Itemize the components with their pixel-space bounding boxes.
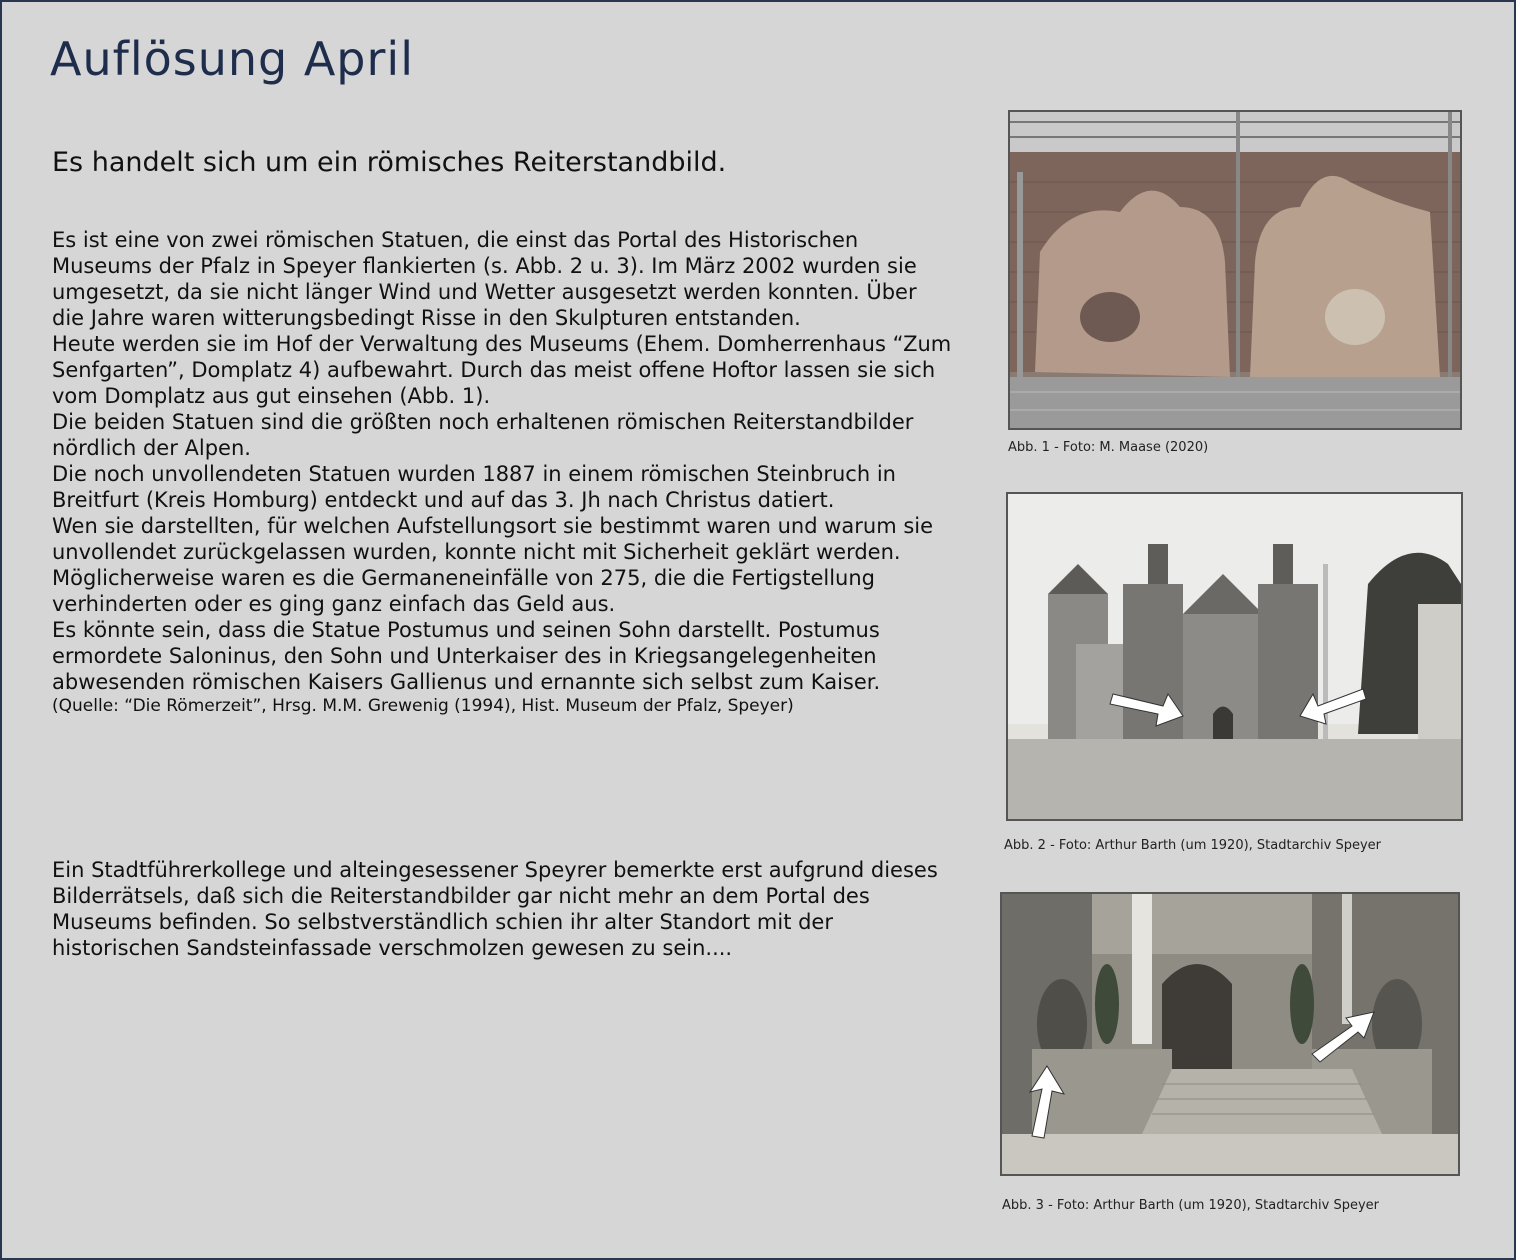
photo-abb3 bbox=[1000, 892, 1460, 1176]
photo-abb2 bbox=[1006, 492, 1463, 821]
paragraph: Es könnte sein, dass die Statue Postumus und seinen Sohn darstellt. Postumus ermordete Saloninus, den Sohn und Unterkaiser des in Kriegsangelegenheiten abwesenden römischen Kaisers Gallienus und ernannte sich selbst zum Kaiser. bbox=[52, 618, 881, 694]
paragraph: Die noch unvollendeten Statuen wurden 1887 in einem römischen Steinbruch in Breitfurt (Kreis Homburg) entdeckt und auf das 3. Jh nach Christus datiert. bbox=[52, 462, 896, 512]
caption-abb2: Abb. 2 - Foto: Arthur Barth (um 1920), Stadtarchiv Speyer bbox=[1004, 838, 1381, 853]
caption-abb3: Abb. 3 - Foto: Arthur Barth (um 1920), Stadtarchiv Speyer bbox=[1002, 1198, 1379, 1213]
paragraph: Heute werden sie im Hof der Verwaltung des Museums (Ehem. Domherrenhaus “Zum Senfgarten”, Domplatz 4) aufbewahrt. Durch das meist offene Hoftor lassen sie sich vom Domplatz aus gut einsehen (Abb. 1). bbox=[52, 332, 952, 408]
source-note: (Quelle: “Die Römerzeit”, Hrsg. M.M. Grewenig (1994), Hist. Museum der Pfalz, Speyer) bbox=[52, 696, 794, 716]
photo-abb1 bbox=[1008, 110, 1462, 430]
caption-abb1: Abb. 1 - Foto: M. Maase (2020) bbox=[1008, 440, 1209, 455]
page-subtitle: Es handelt sich um ein römisches Reiterstandbild. bbox=[52, 147, 727, 178]
closing-paragraph: Ein Stadtführerkollege und alteingesessener Speyrer bemerkte erst aufgrund dieses Bilderrätsels, daß sich die Reiterstandbilder gar nicht mehr an dem Portal des Museums befinden. So selbstverständlich schien ihr alter Standort mit der historischen Sandsteinfassade verschmolzen gewesen zu sein.... bbox=[52, 858, 938, 960]
main-text bbox=[52, 227, 952, 717]
paragraph: Es ist eine von zwei römischen Statuen, die einst das Portal des Historischen Museums der Pfalz in Speyer flankierten (s. Abb. 2 u. 3). Im März 2002 wurden sie umgesetzt, da sie nicht länger Wind und Wetter ausgesetzt werden konnten. Über die Jahre waren witterungsbedingt Risse in den Skulpturen entstanden. bbox=[52, 228, 917, 330]
paragraph: Wen sie darstellten, für welchen Aufstellungsort sie bestimmt waren und warum sie unvollendet zurückgelassen wurden, konnte nicht mit Sicherheit geklärt werden. Möglicherweise waren es die Germaneneinfälle von 275, die die Fertigstellung verhinderten oder es ging ganz einfach das Geld aus. bbox=[52, 514, 934, 616]
paragraph: Die beiden Statuen sind die größten noch erhaltenen römischen Reiterstandbilder nördlich der Alpen. bbox=[52, 410, 914, 460]
page-title: Auflösung April bbox=[50, 32, 414, 86]
